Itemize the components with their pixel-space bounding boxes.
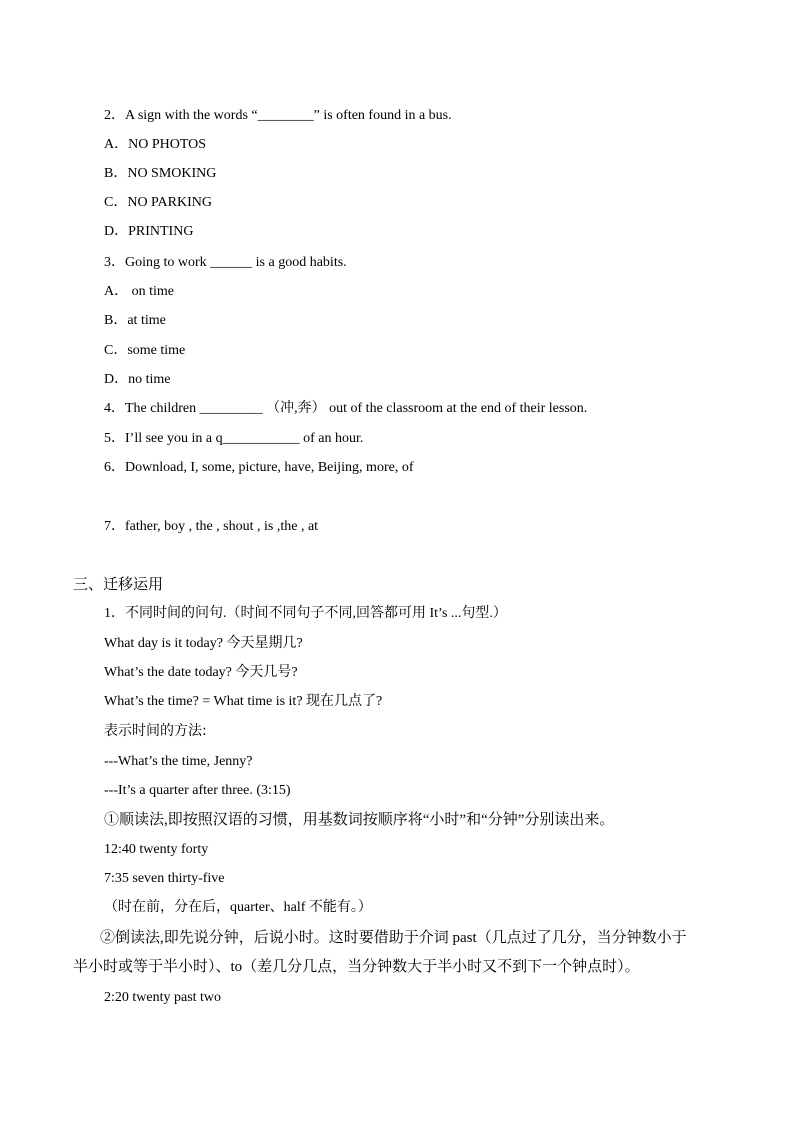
question-3-stem: 3．Going to work ______ is a good habits.	[104, 255, 347, 270]
note-line: （时在前，分在后，quarter、half 不能有。）	[104, 900, 372, 915]
question-2-stem: 2．A sign with the words “________” is often found in a bus.	[104, 108, 452, 123]
rule-2-line-1: ②倒读法,即先说分钟，后说小时。这时要借助于介词 past（几点过了几分，当分钟数小于	[100, 930, 687, 946]
question-2-option-b: B．NO SMOKING	[104, 166, 217, 181]
question-3-option-d: D．no time	[104, 372, 171, 387]
example-1: 12:40 twenty forty	[104, 842, 209, 857]
ask-time-line: What’s the time? = What time is it? 现在几点了?	[104, 694, 383, 709]
question-2-option-a: A．NO PHOTOS	[104, 137, 207, 152]
section-3-title: 三、迁移运用	[73, 575, 164, 593]
rule-2-line-2: 半小时或等于半小时）、to（差几分几点，当分钟数大于半小时又不到下一个钟点时）。	[73, 959, 640, 975]
method-title: 表示时间的方法:	[104, 723, 207, 739]
example-2: 7:35 seven thirty-five	[104, 871, 225, 886]
section-3-item-1: 1．不同时间的问句.（时间不同句子不同,回答都可用 It’s ...句型.）	[104, 606, 507, 621]
question-6: 6．Download, I, some, picture, have, Beijing, more, of	[104, 460, 414, 475]
dialog-question: ---What’s the time, Jenny?	[104, 754, 253, 769]
rule-1: ①顺读法,即按照汉语的习惯，用基数词按顺序将“小时”和“分钟”分别读出来。	[104, 812, 615, 828]
question-3-option-a: A． on time	[104, 284, 174, 299]
question-3-option-c: C．some time	[104, 343, 186, 358]
question-2-option-c: C．NO PARKING	[104, 195, 213, 210]
dialog-answer: ---It’s a quarter after three. (3:15)	[104, 783, 291, 798]
question-5: 5．I’ll see you in a q___________ of an hour.	[104, 431, 364, 446]
question-7: 7．father, boy , the , shout , is ,the , at	[104, 519, 319, 534]
question-4: 4．The children _________ （冲,奔） out of the classroom at the end of their lesson.	[104, 401, 588, 416]
question-2-option-d: D．PRINTING	[104, 224, 194, 239]
question-3-option-b: B．at time	[104, 313, 166, 328]
ask-date-line: What’s the date today? 今天几号?	[104, 665, 298, 680]
ask-day-line: What day is it today? 今天星期几?	[104, 636, 303, 651]
example-3: 2:20 twenty past two	[104, 990, 222, 1005]
